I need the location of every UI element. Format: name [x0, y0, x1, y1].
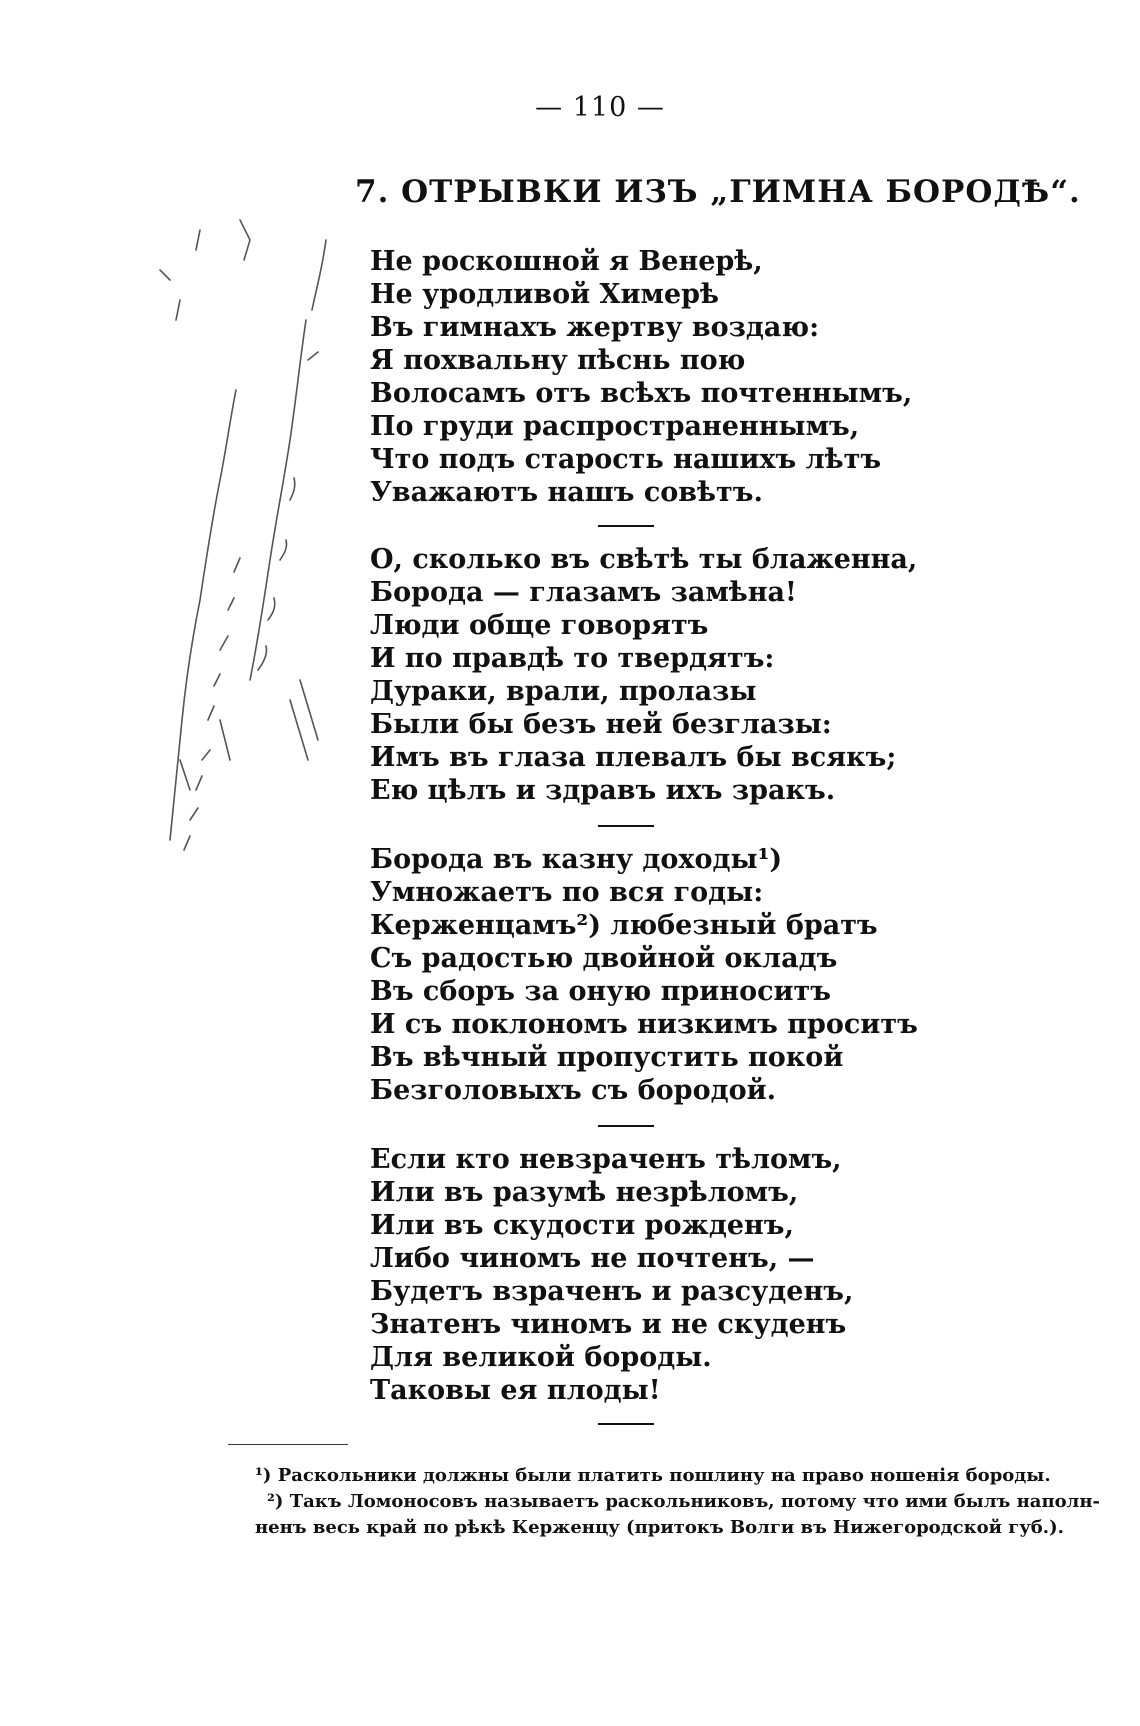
verse-line: Керженцамъ²) любезный братъ [370, 910, 878, 941]
verse-line: Знатенъ чиномъ и не скуденъ [370, 1309, 847, 1340]
verse-line: Безголовыхъ съ бородой. [370, 1075, 777, 1106]
verse-line: Ею цѣлъ и здравъ ихъ зракъ. [370, 775, 836, 806]
footnote-text: Раскольники должны были платить пошлину на право ношенія бороды. [277, 1465, 1051, 1486]
stanza-1 [370, 245, 912, 509]
stanza-3 [370, 843, 918, 1107]
verse-line: Въ гимнахъ жертву воздаю: [370, 312, 820, 343]
verse-line: Либо чиномъ не почтенъ, — [370, 1243, 815, 1274]
stanza-divider [598, 1125, 654, 1127]
verse-line: Имъ въ глаза плевалъ бы всякъ; [370, 742, 897, 773]
page-number: — 110 — [535, 92, 665, 123]
footnote-text: Такъ Ломоносовъ называетъ раскольниковъ, потому что ими былъ наполн- [289, 1491, 1100, 1512]
verse-line: Уважаютъ нашъ совѣтъ. [370, 477, 763, 508]
stanza-divider [598, 1423, 654, 1425]
verse-line: Борода — глазамъ замѣна! [370, 577, 797, 608]
verse-line: Въ вѣчный пропустить покой [370, 1042, 844, 1073]
verse-line: Волосамъ отъ всѣхъ почтеннымъ, [370, 378, 913, 409]
verse-line: Не уродливой Химерѣ [370, 279, 719, 310]
verse-line: Съ радостью двойной окладъ [370, 943, 838, 974]
footnote-2-continuation [255, 1515, 1064, 1541]
verse-line: И съ поклономъ низкимъ проситъ [370, 1009, 918, 1040]
verse-line: По груди распространеннымъ, [370, 411, 860, 442]
stanza-4 [370, 1143, 853, 1407]
stanza-2 [370, 543, 917, 807]
verse-line: Борода въ казну доходы¹) [370, 844, 783, 875]
footnote-marker: ²) [267, 1491, 284, 1512]
verse-line: И по правдѣ то твердятъ: [370, 643, 775, 674]
footnote-marker: ¹) [255, 1465, 272, 1486]
verse-line: Не роскошной я Венерѣ, [370, 246, 763, 277]
stanza-divider [598, 525, 654, 527]
verse-line: Будетъ взраченъ и разсуденъ, [370, 1276, 854, 1307]
verse-line: Были бы безъ ней безглазы: [370, 709, 832, 740]
verse-line: Или въ скудости рожденъ, [370, 1210, 794, 1241]
verse-line: Въ сборъ за оную приноситъ [370, 976, 831, 1007]
footnote-1 [255, 1463, 1055, 1489]
verse-line: Я похвальну пѣснь пою [370, 345, 746, 376]
handwritten-marginalia [140, 200, 340, 880]
footnote-text: ненъ весь край по рѣкѣ Керженцу (притокъ Волги въ Нижегородской губ.). [255, 1517, 1064, 1538]
verse-line: Для великой бороды. [370, 1342, 712, 1373]
stanza-divider [598, 825, 654, 827]
footnotes [255, 1463, 1100, 1541]
footnote-2 [255, 1489, 1100, 1515]
verse-line: Дураки, врали, пролазы [370, 676, 757, 707]
verse-line: Что подъ старость нашихъ лѣтъ [370, 444, 882, 475]
verse-line: О, сколько въ свѣтѣ ты блаженна, [370, 544, 918, 575]
footnote-rule [228, 1444, 348, 1445]
verse-line: Умножаетъ по вся годы: [370, 877, 764, 908]
verse-line: Таковы ея плоды! [370, 1375, 661, 1406]
poem-title: 7. ОТРЫВКИ ИЗЪ „ГИМНА БОРОДѢ“. [355, 174, 1081, 210]
verse-line: Люди обще говорятъ [370, 610, 709, 641]
verse-line: Или въ разумѣ незрѣломъ, [370, 1177, 799, 1208]
verse-line: Если кто невзраченъ тѣломъ, [370, 1144, 842, 1175]
